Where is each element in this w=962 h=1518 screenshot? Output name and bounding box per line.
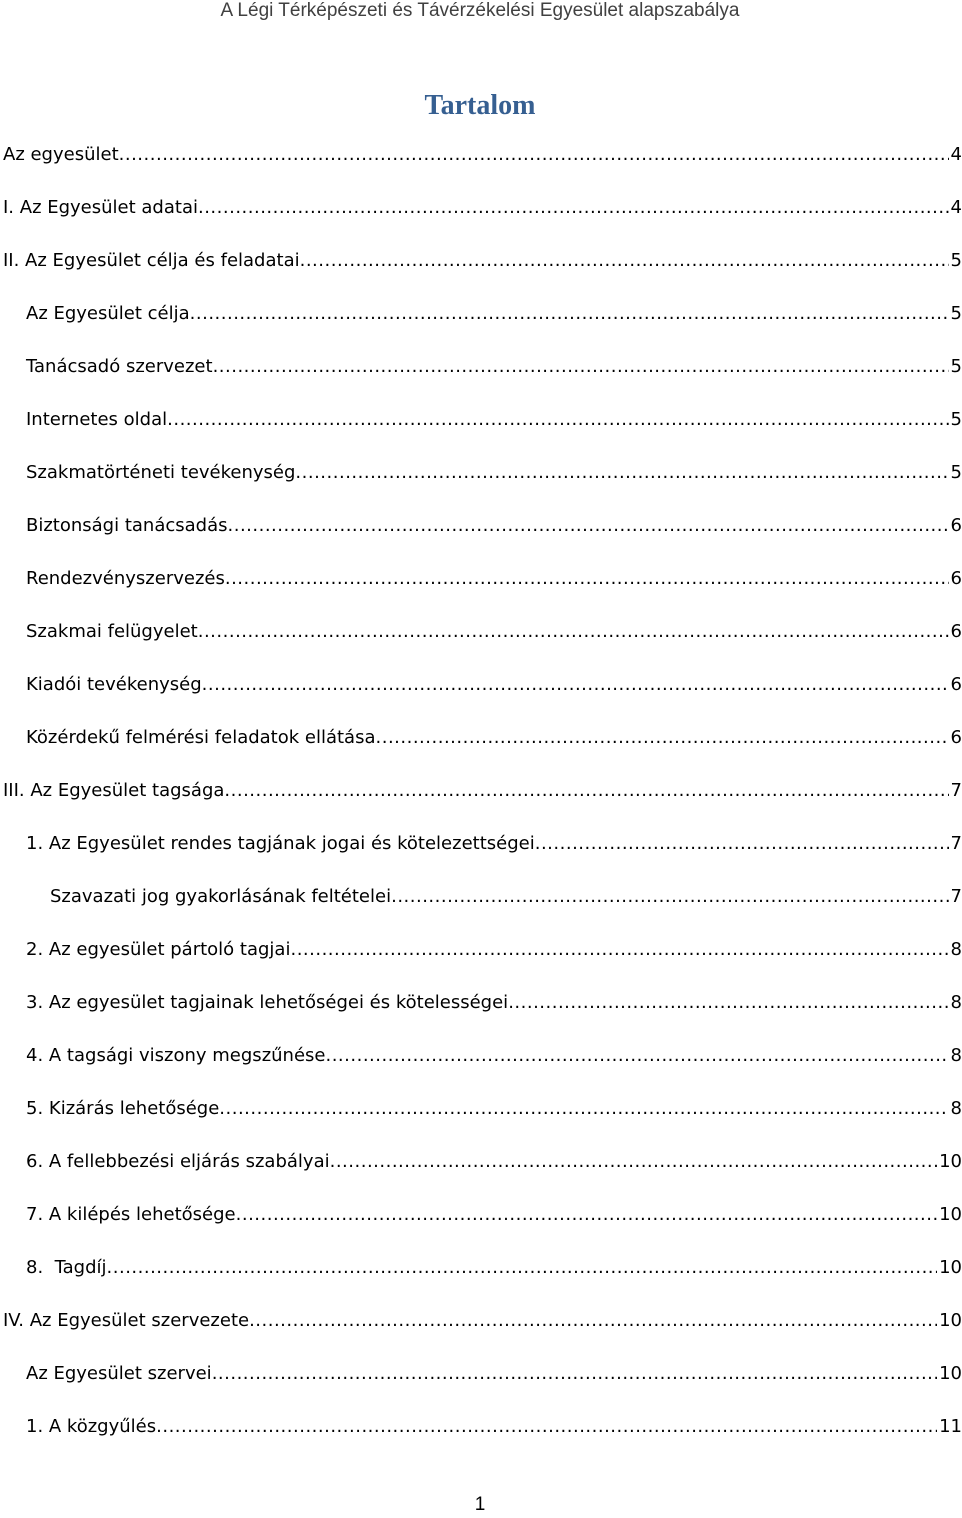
toc-entry-label: Közérdekű felmérési feladatok ellátása: [26, 727, 376, 748]
toc-entry-label: Rendezvényszervezés: [26, 568, 225, 589]
toc-entry[interactable]: [0, 1094, 962, 1124]
toc-entry[interactable]: [0, 511, 962, 541]
toc-entry-label: Szavazati jog gyakorlásának feltételei: [50, 886, 392, 907]
toc-entry[interactable]: [0, 988, 962, 1018]
toc-entry-label: Az Egyesület célja: [26, 303, 190, 324]
toc-entry[interactable]: [0, 140, 962, 170]
toc-entry-page: 10: [939, 1257, 962, 1278]
toc-entry-page: 10: [939, 1151, 962, 1172]
toc-entry[interactable]: [0, 776, 962, 806]
toc-entry-label: 1. Az Egyesület rendes tagjának jogai és kötelezettségei: [26, 833, 535, 854]
toc-dot-leader: [119, 140, 949, 170]
toc-entry-page: 11: [939, 1416, 962, 1437]
toc-entry-page: 6: [950, 568, 962, 589]
toc-dot-leader: [156, 1412, 937, 1442]
toc-entry-label: Biztonsági tanácsadás: [26, 515, 228, 536]
toc-title: Tartalom: [424, 90, 536, 121]
toc-entry-page: 7: [950, 833, 962, 854]
toc-entry[interactable]: [0, 1200, 962, 1230]
toc-entry[interactable]: [0, 1147, 962, 1177]
toc-dot-leader: [325, 1041, 948, 1071]
toc-entry-label: III. Az Egyesület tagsága: [3, 780, 225, 801]
toc-entry-label: 4. A tagsági viszony megszűnése: [26, 1045, 326, 1066]
toc-entry-label: 5. Kizárás lehetősége: [26, 1098, 220, 1119]
toc-entry[interactable]: [0, 829, 962, 859]
toc-entry-page: 6: [950, 515, 962, 536]
toc-entry-page: 8: [950, 1045, 962, 1066]
toc-dot-leader: [167, 405, 948, 435]
toc-entry-label: Az egyesület: [3, 144, 119, 165]
toc-entry-label: Szakmai felügyelet: [26, 621, 198, 642]
toc-entry[interactable]: [0, 564, 962, 594]
toc-entry-label: 2. Az egyesület pártoló tagjai: [26, 939, 291, 960]
toc-entry-label: Kiadói tevékenység: [26, 674, 202, 695]
toc-entry-page: 4: [950, 144, 962, 165]
toc-entry[interactable]: [0, 1253, 962, 1283]
toc-entry-label: 6. A fellebbezési eljárás szabályai: [26, 1151, 330, 1172]
toc-dot-leader: [190, 299, 949, 329]
toc-entry[interactable]: [0, 405, 962, 435]
page-number: 1: [474, 1494, 486, 1515]
toc-dot-leader: [330, 1147, 937, 1177]
toc-entry-page: 6: [950, 621, 962, 642]
toc-entry[interactable]: [0, 193, 962, 223]
toc-entry-label: 8. Tagdíj: [26, 1257, 107, 1278]
document-header: A Légi Térképészeti és Távérzékelési Egyesület alapszabálya: [220, 0, 740, 21]
toc-entry-label: I. Az Egyesület adatai: [3, 197, 198, 218]
toc-entry[interactable]: [0, 1359, 962, 1389]
toc-dot-leader: [391, 882, 948, 912]
toc-entry-page: 4: [950, 197, 962, 218]
toc-dot-leader: [236, 1200, 937, 1230]
toc-entry[interactable]: [0, 299, 962, 329]
toc-dot-leader: [212, 1359, 937, 1389]
toc-dot-leader: [219, 1094, 948, 1124]
toc-entry-page: 5: [950, 250, 962, 271]
toc-entry-label: Szakmatörténeti tevékenység: [26, 462, 296, 483]
toc-entry-label: Az Egyesület szervei: [26, 1363, 212, 1384]
toc-entry[interactable]: [0, 458, 962, 488]
toc-entry-page: 7: [950, 886, 962, 907]
toc-entry-page: 6: [950, 727, 962, 748]
toc-entry-label: Tanácsadó szervezet: [26, 356, 213, 377]
toc-entry-page: 10: [939, 1204, 962, 1225]
toc-entry-label: 1. A közgyűlés: [26, 1416, 157, 1437]
toc-entry[interactable]: [0, 617, 962, 647]
toc-entry-page: 6: [950, 674, 962, 695]
toc-entry-page: 8: [950, 939, 962, 960]
toc-entry-page: 5: [950, 303, 962, 324]
toc-entry-label: 7. A kilépés lehetősége: [26, 1204, 236, 1225]
toc-entry-page: 10: [939, 1363, 962, 1384]
toc-dot-leader: [300, 246, 949, 276]
toc-dot-leader: [295, 458, 948, 488]
toc-dot-leader: [228, 511, 949, 541]
toc-entry[interactable]: [0, 1412, 962, 1442]
toc-dot-leader: [535, 829, 949, 859]
toc-dot-leader: [225, 564, 949, 594]
toc-dot-leader: [198, 193, 949, 223]
toc-dot-leader: [376, 723, 949, 753]
toc-entry-page: 8: [950, 992, 962, 1013]
toc-entry-page: 5: [950, 356, 962, 377]
toc-entry[interactable]: [0, 246, 962, 276]
toc-entry-label: 3. Az egyesület tagjainak lehetőségei és kötelességei: [26, 992, 509, 1013]
toc-dot-leader: [202, 670, 949, 700]
toc-entry-label: Internetes oldal: [26, 409, 168, 430]
toc-dot-leader: [508, 988, 948, 1018]
toc-entry[interactable]: [0, 935, 962, 965]
toc-dot-leader: [107, 1253, 938, 1283]
toc-entry-page: 7: [950, 780, 962, 801]
toc-entry-label: II. Az Egyesület célja és feladatai: [3, 250, 300, 271]
toc-entry[interactable]: [0, 1306, 962, 1336]
toc-entry-page: 10: [939, 1310, 962, 1331]
toc-entry[interactable]: [0, 352, 962, 382]
toc-entry[interactable]: [0, 882, 962, 912]
toc-entry[interactable]: [0, 670, 962, 700]
toc-dot-leader: [249, 1306, 937, 1336]
toc-entry-label: IV. Az Egyesület szervezete: [3, 1310, 250, 1331]
toc-dot-leader: [290, 935, 948, 965]
toc-dot-leader: [198, 617, 949, 647]
toc-entry-page: 8: [950, 1098, 962, 1119]
toc-entry[interactable]: [0, 723, 962, 753]
toc-entry-page: 5: [950, 409, 962, 430]
toc-dot-leader: [224, 776, 948, 806]
toc-entry-page: 5: [950, 462, 962, 483]
toc-entry[interactable]: [0, 1041, 962, 1071]
toc-dot-leader: [213, 352, 949, 382]
